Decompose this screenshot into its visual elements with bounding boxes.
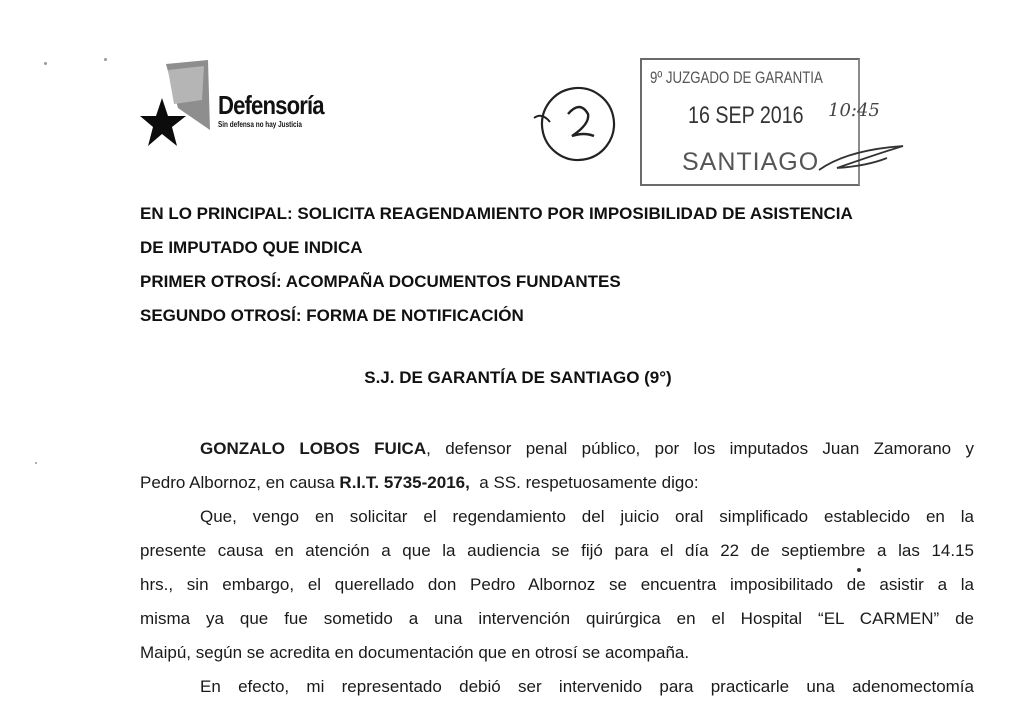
stamp-city: SANTIAGO [682, 148, 820, 176]
defensoria-logo [138, 60, 338, 152]
logo-slogan: Sin defensa no hay Justicia [218, 120, 302, 129]
paragraph-line: Que, vengo en solicitar el regendamiento del juicio oral simplificado establecido en la [200, 507, 974, 526]
paragraph-line: Maipú, según se acredita en documentación que en otrosí se acompaña. [140, 643, 690, 662]
body-paragraph-3 [140, 670, 974, 704]
signature-scribble [817, 140, 907, 180]
defender-name: GONZALO LOBOS FUICA [200, 439, 427, 458]
heading-primer-otrosi: PRIMER OTROSÍ: ACOMPAÑA DOCUMENTOS FUNDANTES [140, 272, 621, 291]
paragraph-line [140, 466, 974, 500]
paragraph-text: Pedro Albornoz, en causa [140, 473, 340, 492]
body-paragraph-1 [140, 432, 974, 500]
paragraph-line: misma ya que fue sometido a una intervención quirúrgica en el Hospital “EL CARMEN” de [140, 609, 974, 628]
paragraph-line: En efecto, mi representado debió ser intervenido para practicarle una adenomectomía [200, 677, 974, 696]
stamp-time-handwritten: 10:45 [828, 100, 880, 121]
scan-speck [35, 462, 37, 464]
court-title [0, 368, 1024, 388]
scan-speck [857, 568, 861, 572]
court-reception-stamp [640, 58, 880, 186]
scan-speck [44, 62, 47, 65]
paragraph-text: , defensor penal público, por los imputados Juan Zamorano y [426, 439, 974, 458]
logo-name: Defensoría [218, 90, 324, 120]
case-rit: R.I.T. 5735-2016, [339, 473, 470, 492]
paragraph-line: hrs., sin embargo, el querellado don Pedro Albornoz se encuentra imposibilitado de asistir a la [140, 575, 974, 594]
handwritten-circled-number [528, 78, 628, 168]
star-logo-icon [138, 60, 218, 152]
heading-principal-cont: DE IMPUTADO QUE INDICA [140, 238, 363, 257]
paragraph-text: a SS. respetuosamente digo: [469, 473, 699, 492]
stamp-court: 9º JUZGADO DE GARANTIA [650, 68, 823, 87]
paragraph-line: presente causa en atención a que la audiencia se fijó para el día 22 de septiembre a las 14.15 [140, 541, 974, 560]
stamp-date: 16 SEP 2016 [688, 102, 804, 129]
scan-speck [104, 58, 107, 61]
body-paragraph-2 [140, 500, 974, 670]
paragraph-line [140, 432, 974, 466]
heading-principal: EN LO PRINCIPAL: SOLICITA REAGENDAMIENTO POR IMPOSIBILIDAD DE ASISTENCIA [140, 204, 853, 223]
heading-segundo-otrosi: SEGUNDO OTROSÍ: FORMA DE NOTIFICACIÓN [140, 306, 524, 325]
court-title-text: S.J. DE GARANTÍA DE SANTIAGO (9°) [364, 368, 672, 387]
